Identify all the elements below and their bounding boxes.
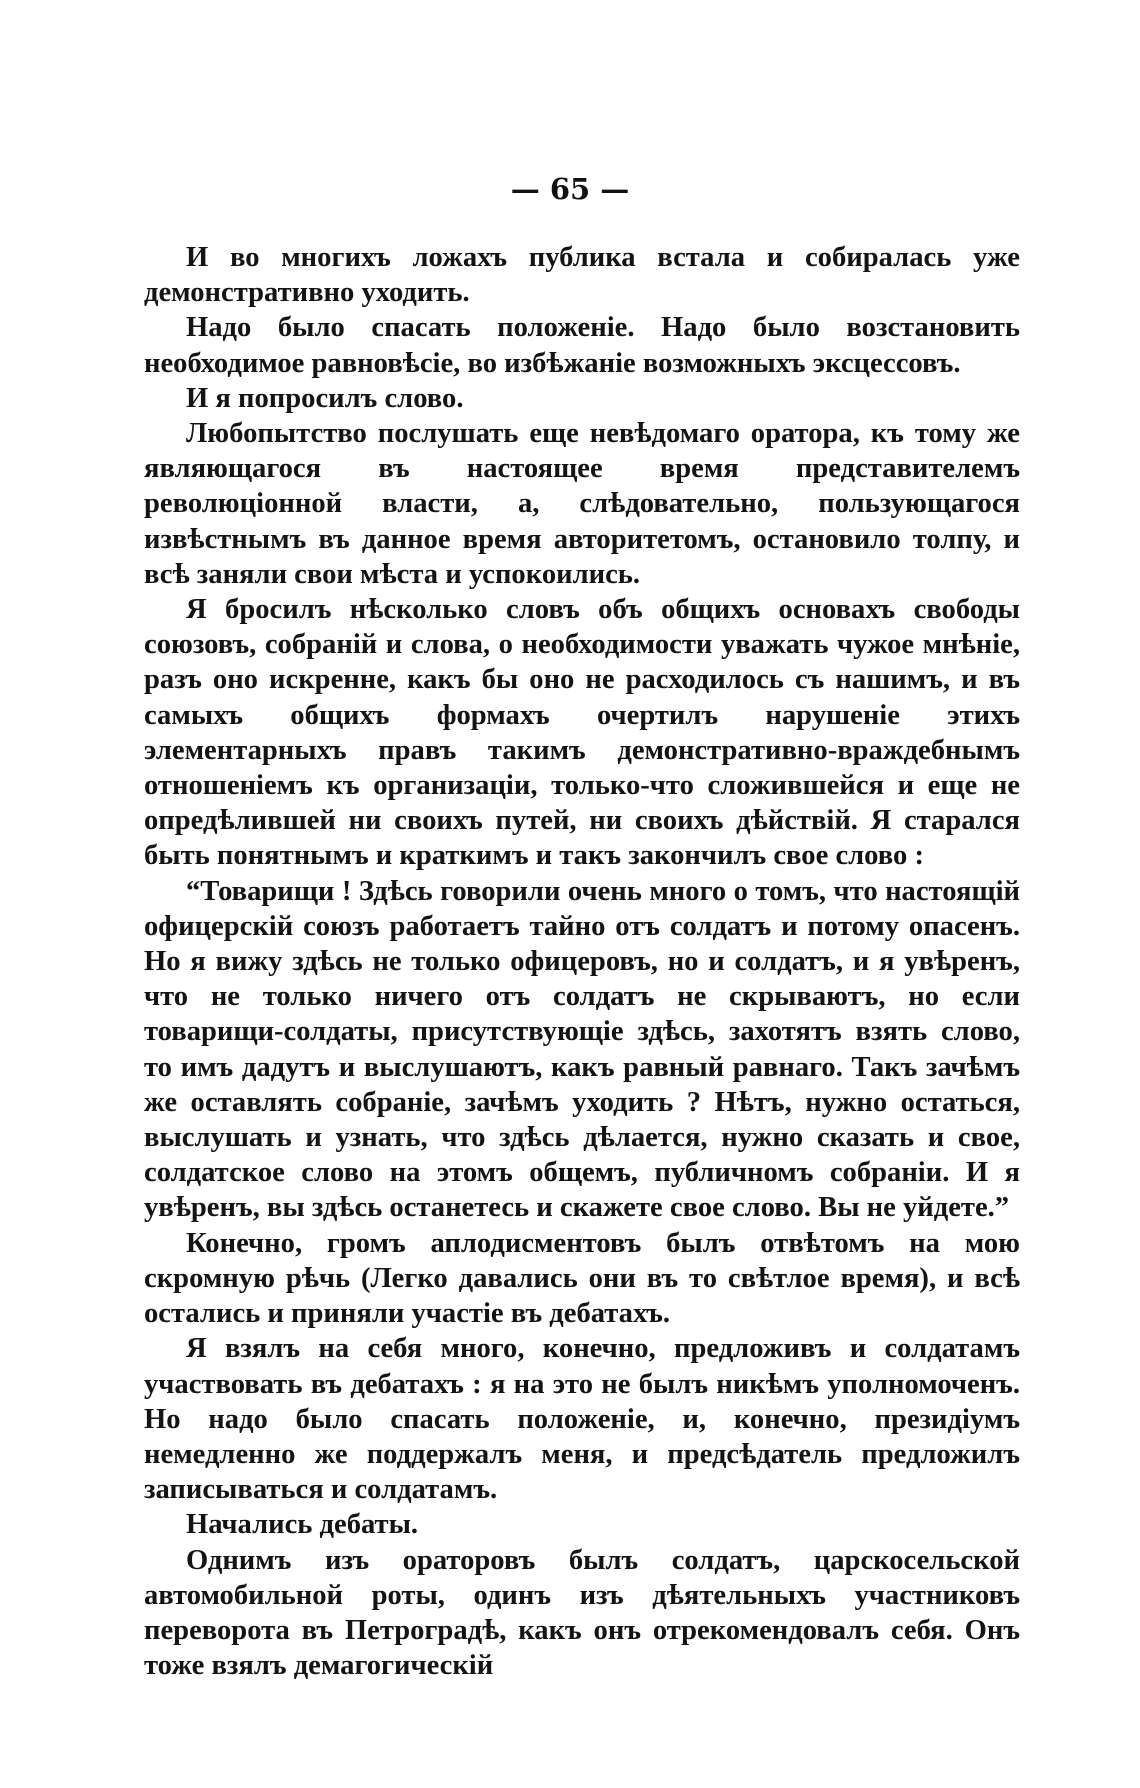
paragraph-2: Надо было спасать положеніе. Надо было возстановить необходимое равновѣсіе, во избѣжаніе возможныхъ эксцессовъ. xyxy=(144,312,1020,379)
paragraph-9: Начались дебаты. xyxy=(186,1509,419,1541)
paragraph-1: И во многихъ ложахъ публика встала и собиралась уже демонстративно уходить. xyxy=(144,242,1020,309)
paragraph-4: Любопытство послушать еще невѣдомаго оратора, къ тому же являющагося въ настоящее время представителемъ революціонной власти, а, слѣдовательно, пользующагося извѣстнымъ въ данное время авторитетомъ, остановило толпу, и всѣ заняли свои мѣста и успокоились. xyxy=(144,418,1020,590)
paragraph-5: Я бросилъ нѣсколько словъ объ общихъ основахъ свободы союзовъ, собраній и слова, о необходимости уважать чужое мнѣніе, разъ оно искренне, какъ бы оно не расходилось съ нашимъ, и въ самыхъ общихъ формахъ очертилъ нарушеніе этихъ элементарныхъ правъ такимъ демонстративно-враждебнымъ отношеніемъ къ организаціи, только-что сложившейся и еще не опредѣлившей ни своихъ путей, ни своихъ дѣйствій. Я старался быть понятнымъ и краткимъ и такъ закончилъ свое слово : xyxy=(144,594,1020,872)
paragraph-6-quote: “Товарищи ! Здѣсь говорили очень много о томъ, что настоящій офицерскій союзъ работаетъ тайно отъ солдатъ и потому опасенъ. Но я вижу здѣсь не только офицеровъ, но и солдатъ, и я увѣренъ, что не только ничего отъ солдатъ не скрываютъ, но если товарищи-солдаты, присутствующіе здѣсь, захотятъ взять слово, то имъ дадутъ и выслушаютъ, какъ равный равнаго. Такъ зачѣмъ же оставлять собраніе, зачѣмъ уходить ? Нѣтъ, нужно остаться, выслушать и узнать, что здѣсь дѣлается, нужно сказать и свое, солдатское слово на этомъ общемъ, публичномъ собраніи. И я увѣренъ, вы здѣсь останетесь и скажете свое слово. Вы не уйдете.” xyxy=(144,875,1020,1224)
page-body-text xyxy=(144,240,1020,1683)
paragraph-3: И я попросилъ слово. xyxy=(186,382,464,414)
paragraph-8: Я взялъ на себя много, конечно, предложивъ и солдатамъ участвовать въ дебатахъ : я на это не былъ никѣмъ уполномоченъ. Но надо было спасать положеніе, и, конечно, президіумъ немедленно же поддержалъ меня, и предсѣдатель предложилъ записываться и солдатамъ. xyxy=(144,1333,1020,1506)
paragraph-10: Однимъ изъ ораторовъ былъ солдатъ, царскосельской автомобильной роты, одинъ изъ дѣятельныхъ участниковъ переворота въ Петроградѣ, какъ онъ отрекомендовалъ себя. Онъ тоже взялъ демагогическій xyxy=(144,1544,1020,1682)
paragraph-7: Конечно, громъ аплодисментовъ былъ отвѣтомъ на мою скромную рѣчь (Легко давались они въ то свѣтлое время), и всѣ остались и приняли участіе въ дебатахъ. xyxy=(144,1227,1020,1330)
page-number: — 65 — xyxy=(510,172,630,206)
